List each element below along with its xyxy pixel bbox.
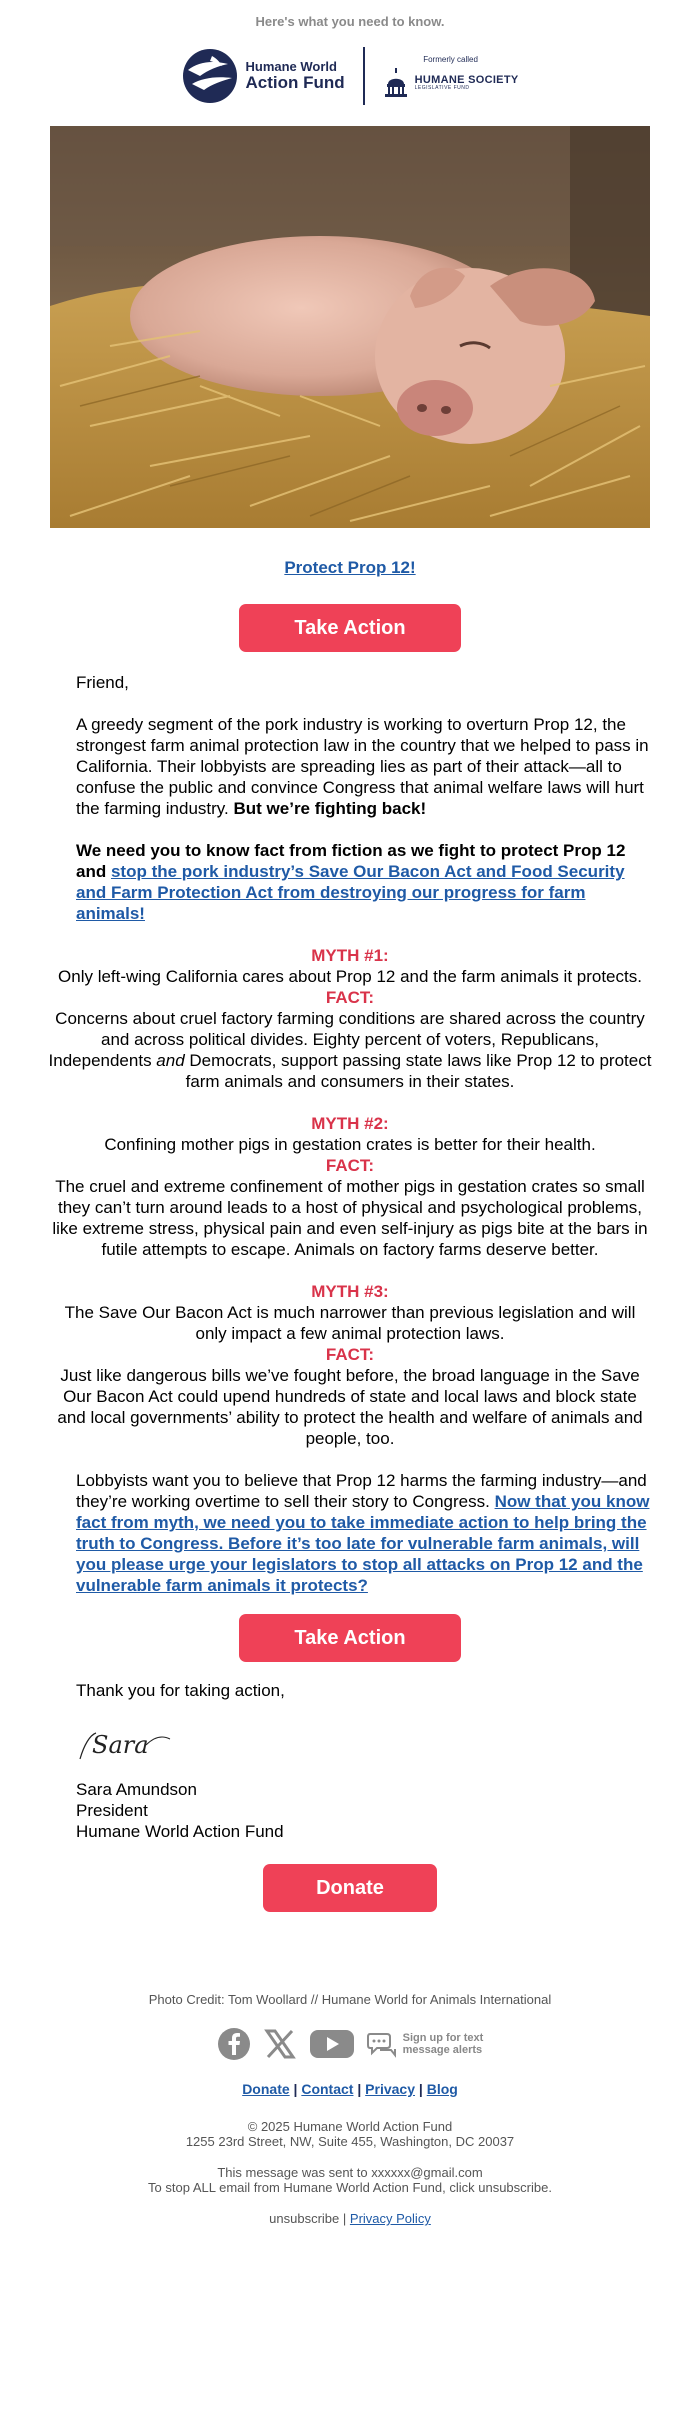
- hero-pig-image: [50, 126, 650, 528]
- para-3-text: Lobbyists want you to believe that Prop 12 harms the farming industry—and they’re working overtime to sell their story to Congress.: [76, 1471, 647, 1511]
- signature-text: Sara: [92, 1731, 149, 1759]
- protect-prop12-link-wrap: [0, 558, 700, 578]
- para-3: [76, 1470, 650, 1596]
- fact-1-text-a: Concerns about cruel factory farming conditions are shared across the country and across political divides. Eighty percent of voters, Republicans, Independents: [48, 1009, 645, 1070]
- preheader: Here's what you need to know.: [255, 14, 445, 29]
- signer-name: Sara Amundson: [76, 1780, 197, 1799]
- take-action-row-top: [0, 604, 700, 652]
- para-1: [76, 714, 650, 819]
- sms-line-1: Sign up for text: [402, 2031, 484, 2044]
- myth-1-text: Only left-wing California cares about Prop 12 and the farm animals it protects.: [58, 967, 642, 986]
- address: 1255 23rd Street, NW, Suite 455, Washington, DC 20037: [185, 2134, 515, 2149]
- privacy-policy-link[interactable]: Privacy Policy: [349, 2211, 431, 2226]
- photo-credit: Photo Credit: Tom Woollard // Humane World for Animals International: [148, 1992, 552, 2007]
- unsubscribe-link[interactable]: unsubscribe: [269, 2211, 340, 2226]
- fact-2-text: The cruel and extreme confinement of mother pigs in gestation crates so small they can’t turn around leads to a host of physical and psychological problems, like extreme stress, physical pain and even self-injury as pigs bite at the bars in futile attempts to escape. Animals on factory farms deserve better.: [52, 1177, 648, 1259]
- myth-block-2: [0, 1113, 700, 1260]
- footer-sep-2: |: [357, 2081, 362, 2097]
- sms-line-2: message alerts: [402, 2044, 483, 2056]
- myth-3-text: The Save Our Bacon Act is much narrower than previous legislation and will only impact a few animal protection laws.: [64, 1303, 636, 1343]
- fact-1-text-b: Democrats, support passing state laws like Prop 12 to protect farm animals and consumers in their states.: [184, 1051, 652, 1091]
- footer-sep-3: |: [418, 2081, 423, 2097]
- hwaf-logo-line1: Humane World: [245, 58, 337, 74]
- myth-block-1: [0, 945, 700, 1092]
- fact-3-label: FACT:: [325, 1345, 375, 1364]
- fact-3-text: Just like dangerous bills we’ve fought before, the broad language in the Save Our Bacon Act could upend hundreds of state and local laws and block state and local governments’ ability to protect the health and welfare of animals and people, too.: [57, 1366, 643, 1448]
- hwaf-logo-line2: Action Fund: [245, 72, 345, 92]
- myth-1-label: MYTH #1:: [311, 946, 389, 965]
- youtube-icon[interactable]: [309, 2027, 355, 2061]
- footer-donate-link[interactable]: Donate: [242, 2081, 290, 2097]
- fact-1-text: [48, 1008, 652, 1092]
- save-our-bacon-link[interactable]: stop the pork industry’s Save Our Bacon Act and Food Security and Farm Protection Act from destroying our progress for farm animals!: [76, 862, 625, 923]
- take-immediate-action-link[interactable]: Now that you know fact from myth, we need you to take immediate action to help bring the truth to Congress. Before it’s too late for vulnerable farm animals, will you please urge your legislators to stop all attacks on Prop 12 and the vulnerable farm animals it protects?: [76, 1492, 650, 1595]
- unsubscribe-row: [0, 2211, 700, 2246]
- signoff: [0, 1680, 700, 1842]
- signature-image: [76, 1715, 176, 1771]
- logo-divider: [363, 47, 365, 105]
- closing: Thank you for taking action,: [76, 1681, 285, 1700]
- myth-2-label: MYTH #2:: [311, 1114, 389, 1133]
- stop-all-notice: To stop ALL email from Humane World Action Fund, click unsubscribe.: [148, 2180, 552, 2195]
- hs-logo-name: HUMANE SOCIETY: [414, 73, 519, 86]
- para-1-text: A greedy segment of the pork industry is working to overturn Prop 12, the strongest farm animal protection law in the country that we helped to pass in California. Their lobbyists are spreading lies as part of their attack—all to confuse the public and convince Congress that animal welfare laws will hurt the farming industry.: [76, 715, 649, 818]
- letter-body: [0, 672, 700, 924]
- para-2-bold: We need you to know fact from fiction as we fight to protect Prop 12 and: [76, 841, 626, 881]
- formerly-called-label: Formerly called: [423, 54, 478, 64]
- x-twitter-icon[interactable]: [263, 2027, 297, 2061]
- fact-1-emphasis: and: [156, 1051, 185, 1070]
- myth-block-3: [0, 1281, 700, 1449]
- chat-bubble-icon: [367, 2030, 397, 2058]
- myth-2-text: Confining mother pigs in gestation crates is better for their health.: [104, 1135, 596, 1154]
- donate-button[interactable]: Donate: [263, 1864, 437, 1912]
- social-links: [0, 2027, 700, 2061]
- globe-bird-icon: [182, 48, 238, 104]
- protect-prop12-link[interactable]: Protect Prop 12!: [284, 558, 416, 577]
- sms-signup[interactable]: [367, 2030, 484, 2058]
- take-action-button-top[interactable]: Take Action: [239, 604, 461, 652]
- footer-nav: [0, 2081, 700, 2097]
- facebook-icon[interactable]: [217, 2027, 251, 2061]
- logo-header: [0, 36, 700, 116]
- take-action-button-bottom[interactable]: Take Action: [239, 1614, 461, 1662]
- donate-row: [0, 1864, 700, 1912]
- greeting: Friend,: [76, 673, 129, 692]
- hs-logo-sub: LEGISLATIVE FUND: [414, 84, 470, 91]
- footer-privacy-link[interactable]: Privacy: [365, 2081, 415, 2097]
- copyright: © 2025 Humane World Action Fund: [247, 2119, 453, 2134]
- footer-contact-link[interactable]: Contact: [301, 2081, 354, 2097]
- para-2: [76, 840, 650, 924]
- hwaf-logo[interactable]: [182, 48, 345, 104]
- humane-society-logo: [383, 55, 519, 98]
- signer-org: Humane World Action Fund: [76, 1822, 284, 1841]
- take-action-row-bottom: [0, 1614, 700, 1662]
- fact-2-label: FACT:: [325, 1156, 375, 1175]
- capitol-dome-icon: [383, 68, 409, 98]
- signer-title: President: [76, 1801, 148, 1820]
- myth-3-label: MYTH #3:: [311, 1282, 389, 1301]
- sent-to-notice: This message was sent to xxxxxx@gmail.com: [217, 2165, 483, 2180]
- letter-body-2: [0, 1470, 700, 1596]
- footer-blog-link[interactable]: Blog: [426, 2081, 458, 2097]
- para-1-bold: But we’re fighting back!: [233, 799, 427, 818]
- unsubscribe-sep: |: [342, 2211, 347, 2226]
- footer-sep-1: |: [293, 2081, 298, 2097]
- fact-1-label: FACT:: [325, 988, 375, 1007]
- footer: [0, 1992, 700, 2246]
